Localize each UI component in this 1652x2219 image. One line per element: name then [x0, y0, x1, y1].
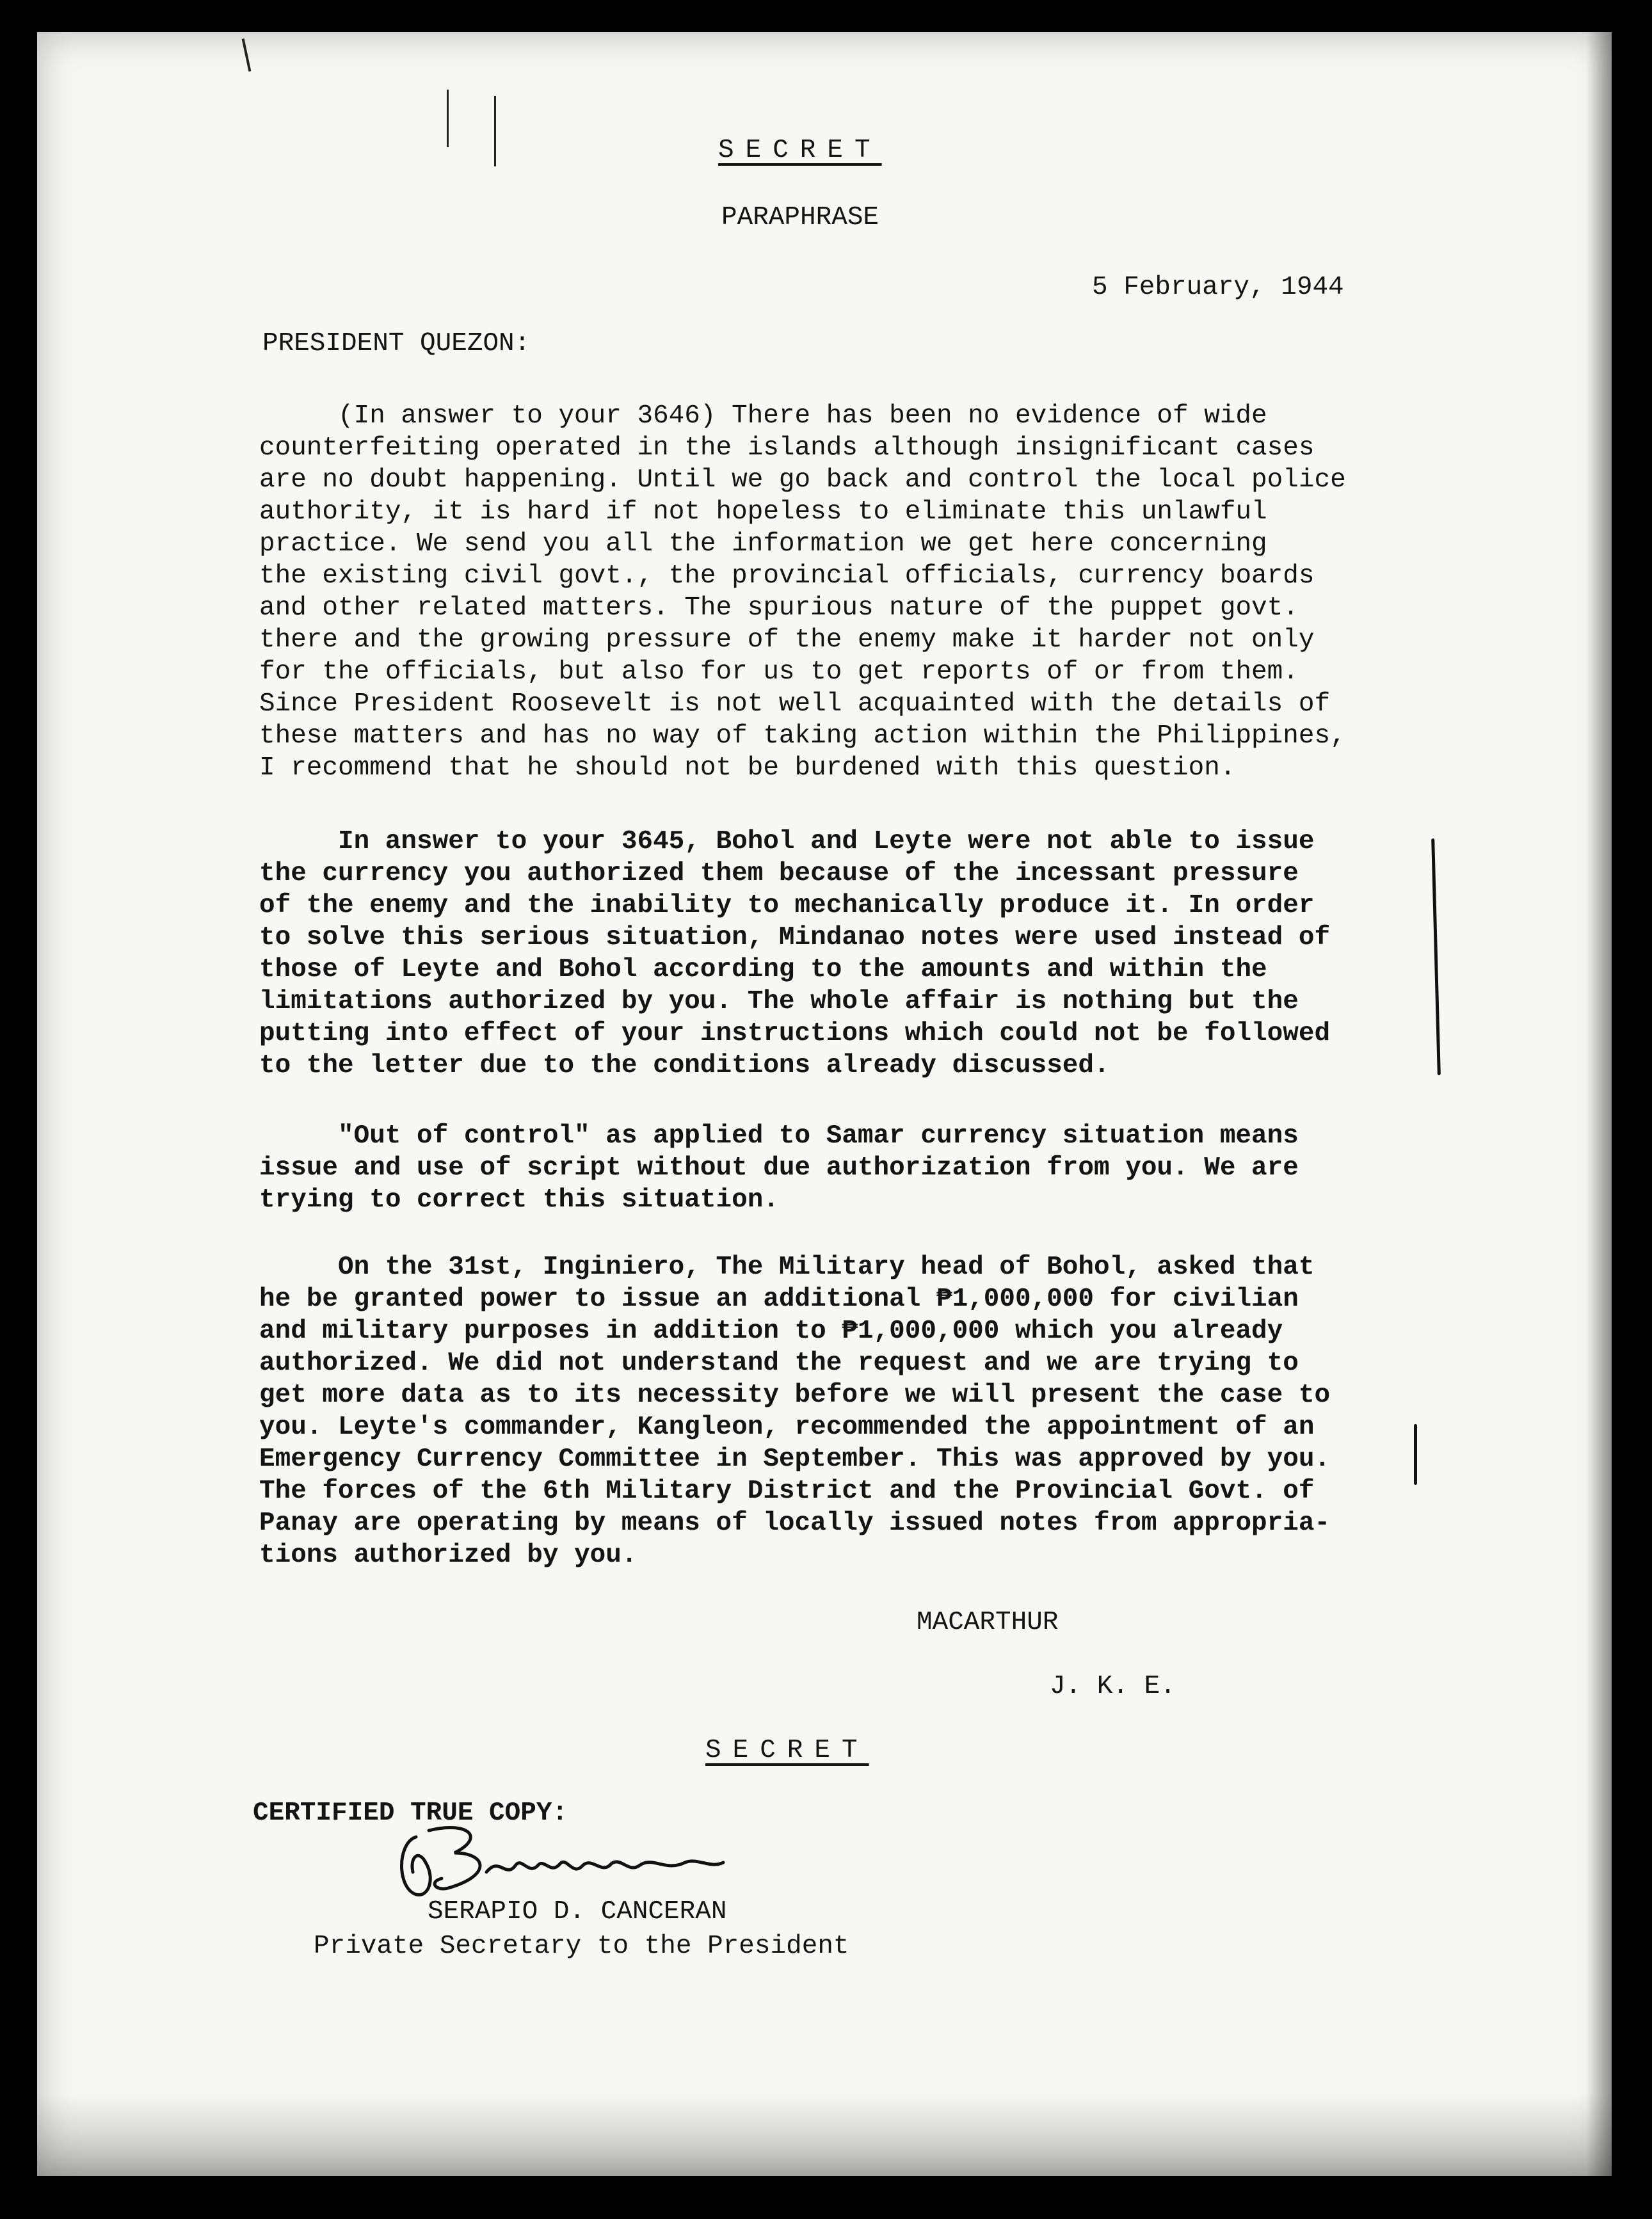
certifier-name: SERAPIO D. CANCERAN: [428, 1897, 727, 1927]
salutation: PRESIDENT QUEZON:: [262, 329, 531, 358]
paragraph-line: (In answer to your 3646) There has been no evidence of wide: [338, 401, 1267, 431]
paragraph-line: practice. We send you all the information we get here concerning: [259, 529, 1267, 559]
paragraph-line: authority, it is hard if not hopeless to eliminate this unlawful: [259, 497, 1267, 527]
paragraph-line: Emergency Currency Committee in September. This was approved by you.: [259, 1445, 1331, 1474]
paragraph-line: authorized. We did not understand the request and we are trying to: [259, 1349, 1299, 1378]
paragraph-4: [259, 1251, 1330, 1571]
scan-artifact-mark: [447, 90, 449, 147]
classification-bottom: SECRET: [705, 1736, 869, 1765]
paragraph-line: In answer to your 3645, Bohol and Leyte were not able to issue: [338, 827, 1315, 856]
paragraph-line: and military purposes in addition to ₱1,000,000 which you already: [259, 1317, 1283, 1346]
scan-artifact-mark: [494, 96, 496, 166]
paragraph-line: and other related matters. The spurious nature of the puppet govt.: [259, 593, 1299, 623]
paragraph-line: Panay are operating by means of locally issued notes from appropria-: [259, 1509, 1331, 1538]
certifier-title: Private Secretary to the President: [314, 1932, 849, 1961]
paragraph-3: [259, 1120, 1299, 1216]
classification-top: SECRET: [718, 136, 882, 165]
paragraph-line: The forces of the 6th Military District and the Provincial Govt. of: [259, 1477, 1315, 1506]
paragraph-line: issue and use of script without due authorization from you. We are: [259, 1153, 1299, 1183]
certification-label: CERTIFIED TRUE COPY:: [253, 1798, 568, 1828]
paragraph-line: counterfeiting operated in the islands although insignificant cases: [259, 433, 1315, 463]
page-bottom-shadow: [37, 2093, 1612, 2176]
paragraph-line: trying to correct this situation.: [259, 1185, 779, 1215]
paragraph-line: limitations authorized by you. The whole affair is nothing but the: [259, 987, 1299, 1016]
document-date: 5 February, 1944: [1092, 273, 1344, 302]
paragraph-line: tions authorized by you.: [259, 1541, 638, 1570]
paragraph-line: these matters and has no way of taking action within the Philippines,: [259, 721, 1346, 751]
paragraph-line: of the enemy and the inability to mechanically produce it. In order: [259, 891, 1315, 920]
paragraph-line: the existing civil govt., the provincial officials, currency boards: [259, 561, 1315, 591]
paragraph-line: those of Leyte and Bohol according to the amounts and within the: [259, 955, 1267, 984]
sender-name: MACARTHUR: [917, 1608, 1059, 1637]
paragraph-line: get more data as to its necessity before we will present the case to: [259, 1381, 1331, 1410]
paragraph-line: to the letter due to the conditions already discussed.: [259, 1051, 1110, 1080]
paragraph-line: I recommend that he should not be burdened with this question.: [259, 753, 1236, 783]
document-subtitle: PARAPHRASE: [721, 203, 879, 232]
paragraph-1: [259, 400, 1346, 784]
sender-initials: J. K. E.: [1050, 1672, 1176, 1701]
margin-line-mark: [1414, 1424, 1417, 1485]
paragraph-line: "Out of control" as applied to Samar currency situation means: [338, 1121, 1299, 1151]
paragraph-line: On the 31st, Inginiero, The Military head of Bohol, asked that: [338, 1253, 1315, 1282]
paragraph-line: he be granted power to issue an additional ₱1,000,000 for civilian: [259, 1285, 1299, 1314]
paragraph-line: the currency you authorized them because of the incessant pressure: [259, 859, 1299, 888]
paragraph-line: Since President Roosevelt is not well acquainted with the details of: [259, 689, 1331, 719]
paragraph-line: for the officials, but also for us to get reports of or from them.: [259, 657, 1299, 687]
paragraph-line: are no doubt happening. Until we go back and control the local police: [259, 465, 1346, 495]
paragraph-line: you. Leyte's commander, Kangleon, recommended the appointment of an: [259, 1413, 1315, 1442]
paragraph-line: there and the growing pressure of the enemy make it harder not only: [259, 625, 1315, 655]
page-edge-shadow: [1586, 32, 1612, 2176]
paragraph-line: to solve this serious situation, Mindanao notes were used instead of: [259, 923, 1331, 952]
paragraph-line: putting into effect of your instructions which could not be followed: [259, 1019, 1331, 1048]
paragraph-2: [259, 826, 1330, 1082]
